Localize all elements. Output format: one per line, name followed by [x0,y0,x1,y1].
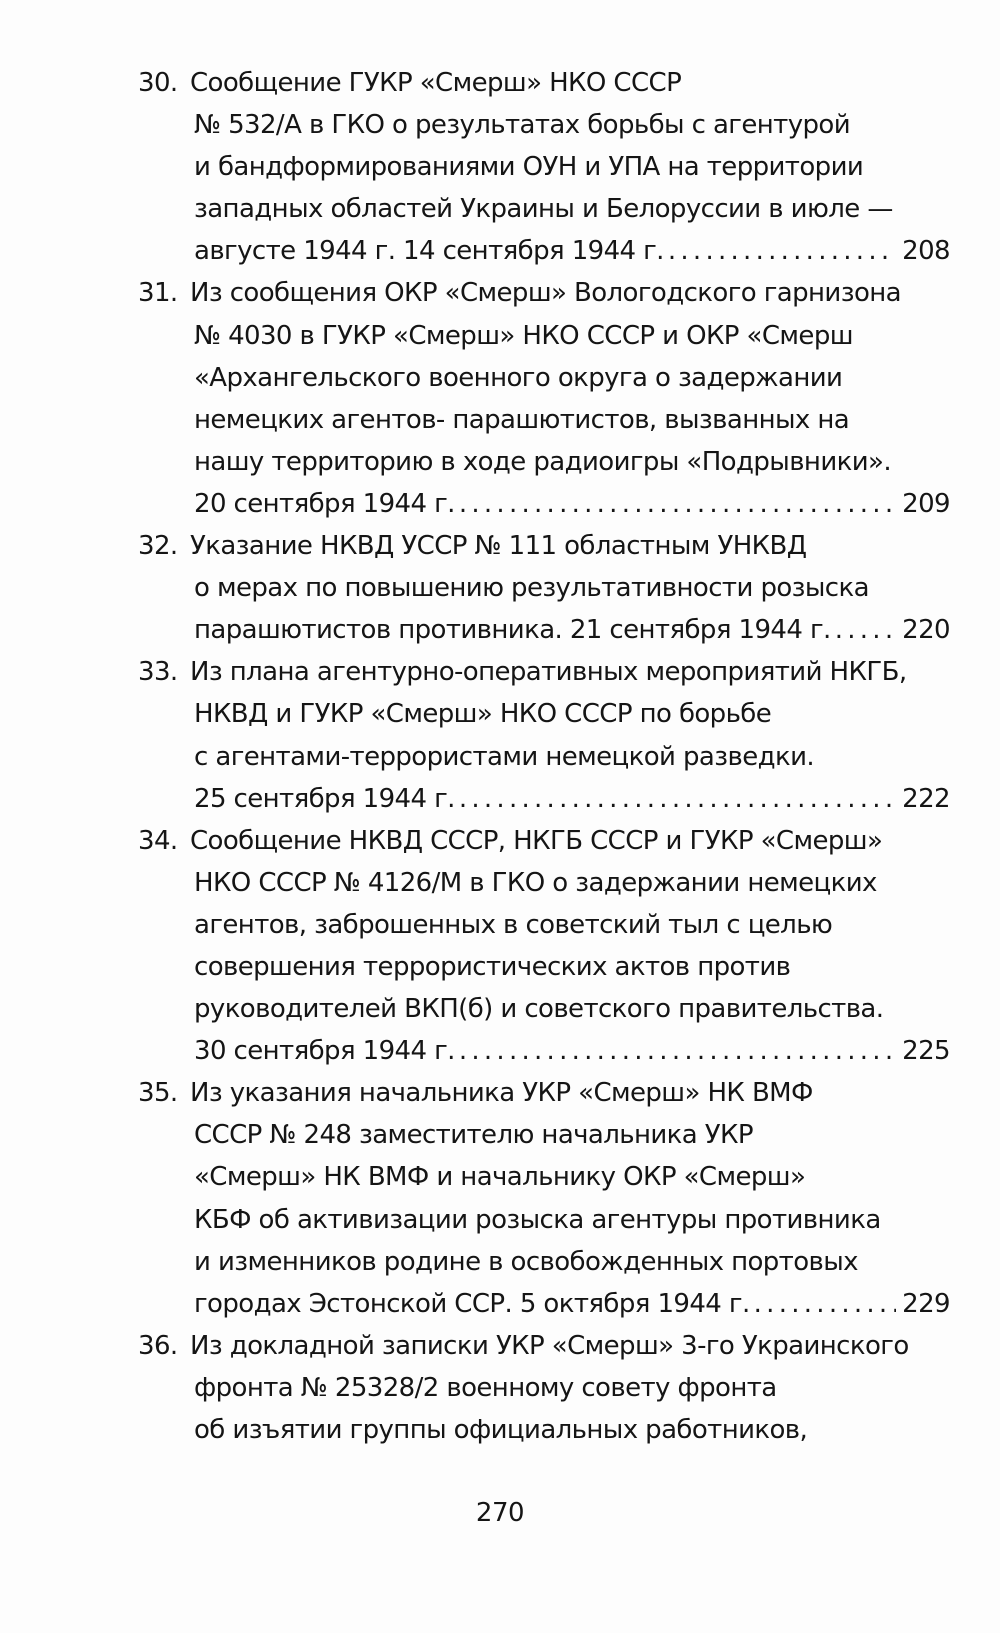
entry-number: 34. [138,825,178,856]
toc-entry-33 [0,651,1000,819]
page-number[interactable]: 229 [902,1288,950,1319]
entry-number: 31. [138,278,178,309]
entry-text: КБФ об активизации розыска агентуры противника [194,1204,881,1235]
toc-entry-32 [0,525,1000,651]
entry-text: Из докладной записки УКР «Смерш» 3-го Украинского [190,1330,909,1361]
entry-text: немецких агентов- парашютистов, вызванных на [194,404,850,435]
entry-line [0,820,1000,862]
toc-entry-31 [0,272,1000,525]
entry-line [0,1325,1000,1367]
entry-text: и бандформированиями ОУН и УПА на территории [194,152,864,183]
entry-number: 33. [138,657,178,688]
entry-text: СССР № 248 заместителю начальника УКР [194,1120,753,1151]
entry-text: совершения террористических актов против [194,951,791,982]
entry-line [0,104,1000,146]
entry-line [0,988,1000,1030]
entry-line [0,1114,1000,1156]
page-number[interactable]: 222 [902,783,950,814]
entry-text: нашу территорию в ходе радиоигры «Подрывники». [194,446,891,477]
entry-text: № 532/А в ГКО о результатах борьбы с агентурой [194,110,850,141]
dot-leader [835,609,896,651]
entry-line [0,188,1000,230]
entry-line [0,357,1000,399]
entry-line [0,862,1000,904]
entry-line [0,946,1000,988]
dot-leader [459,778,896,820]
table-of-contents [0,62,1000,1451]
entry-line [0,693,1000,735]
entry-text: Из указания начальника УКР «Смерш» НК ВМФ [190,1078,813,1109]
page-folio-number: 270 [475,1498,525,1528]
entry-text: руководителей ВКП(б) и советского правительства. [194,994,884,1025]
entry-text: НКО СССР № 4126/М в ГКО о задержании немецких [194,867,877,898]
entry-text: 25 сентября 1944 г. [194,783,455,814]
entry-line [0,1367,1000,1409]
entry-text: Сообщение ГУКР «Смерш» НКО СССР [190,68,682,98]
entry-text: парашютистов противника. 21 сентября 1944 г. [194,615,831,646]
entry-text: с агентами-террористами немецкой разведки. [194,741,815,772]
entry-text: Указание НКВД УССР № 111 областным УНКВД [190,531,807,562]
entry-line [0,904,1000,946]
entry-line [0,315,1000,357]
toc-entry-36 [0,1325,1000,1451]
page-number[interactable]: 225 [902,1036,950,1067]
entry-line [0,441,1000,483]
entry-number: 35. [138,1078,178,1109]
page-number[interactable]: 220 [902,615,950,646]
entry-line [0,567,1000,609]
entry-line [0,272,1000,314]
entry-number: 32. [138,531,178,562]
entry-text: об изъятии группы официальных работников, [194,1415,808,1445]
entry-line [0,778,950,820]
entry-text: «Смерш» НК ВМФ и начальнику ОКР «Смерш» [194,1162,806,1193]
entry-text: и изменников родине в освобожденных портовых [194,1246,858,1277]
entry-line [0,1409,1000,1451]
entry-line [0,525,1000,567]
entry-text: Из сообщения ОКР «Смерш» Вологодского гарнизона [190,278,901,309]
entry-text: августе 1944 г. 14 сентября 1944 г. [194,236,664,267]
entry-text: 20 сентября 1944 г. [194,488,455,519]
entry-text: «Архангельского военного округа о задержании [194,362,843,393]
entry-line [0,1199,1000,1241]
entry-line [0,736,1000,778]
entry-line [0,1241,1000,1283]
entry-number: 36. [138,1330,178,1361]
entry-line [0,1283,950,1325]
dot-leader [754,1283,897,1325]
entry-line [0,1072,1000,1114]
entry-text: Из плана агентурно-оперативных мероприятий НКГБ, [190,657,907,688]
entry-text: о мерах по повышению результативности розыска [194,573,869,604]
entry-text: городах Эстонской ССР. 5 октября 1944 г. [194,1288,750,1319]
toc-entry-30 [0,62,1000,272]
entry-line [0,62,1000,104]
entry-text: Сообщение НКВД СССР, НКГБ СССР и ГУКР «Смерш» [190,825,883,856]
entry-line [0,1156,1000,1198]
entry-line [0,230,950,272]
entry-text: агентов, заброшенных в советский тыл с целью [194,909,833,940]
dot-leader [459,483,896,525]
toc-entry-35 [0,1072,1000,1325]
page-number[interactable]: 208 [902,236,950,267]
dot-leader [668,230,896,272]
page-number[interactable]: 209 [902,488,950,519]
entry-text: № 4030 в ГУКР «Смерш» НКО СССР и ОКР «Смерш [194,320,853,351]
dot-leader [459,1030,896,1072]
entry-line [0,146,1000,188]
entry-number: 30. [138,68,178,98]
entry-text: западных областей Украины и Белоруссии в июле — [194,194,893,225]
entry-line [0,1030,950,1072]
entry-text: 30 сентября 1944 г. [194,1036,455,1067]
toc-entry-34 [0,820,1000,1073]
entry-line [0,609,950,651]
entry-line [0,651,1000,693]
entry-line [0,483,950,525]
entry-text: НКВД и ГУКР «Смерш» НКО СССР по борьбе [194,699,772,730]
entry-line [0,399,1000,441]
entry-text: фронта № 25328/2 военному совету фронта [194,1372,777,1403]
